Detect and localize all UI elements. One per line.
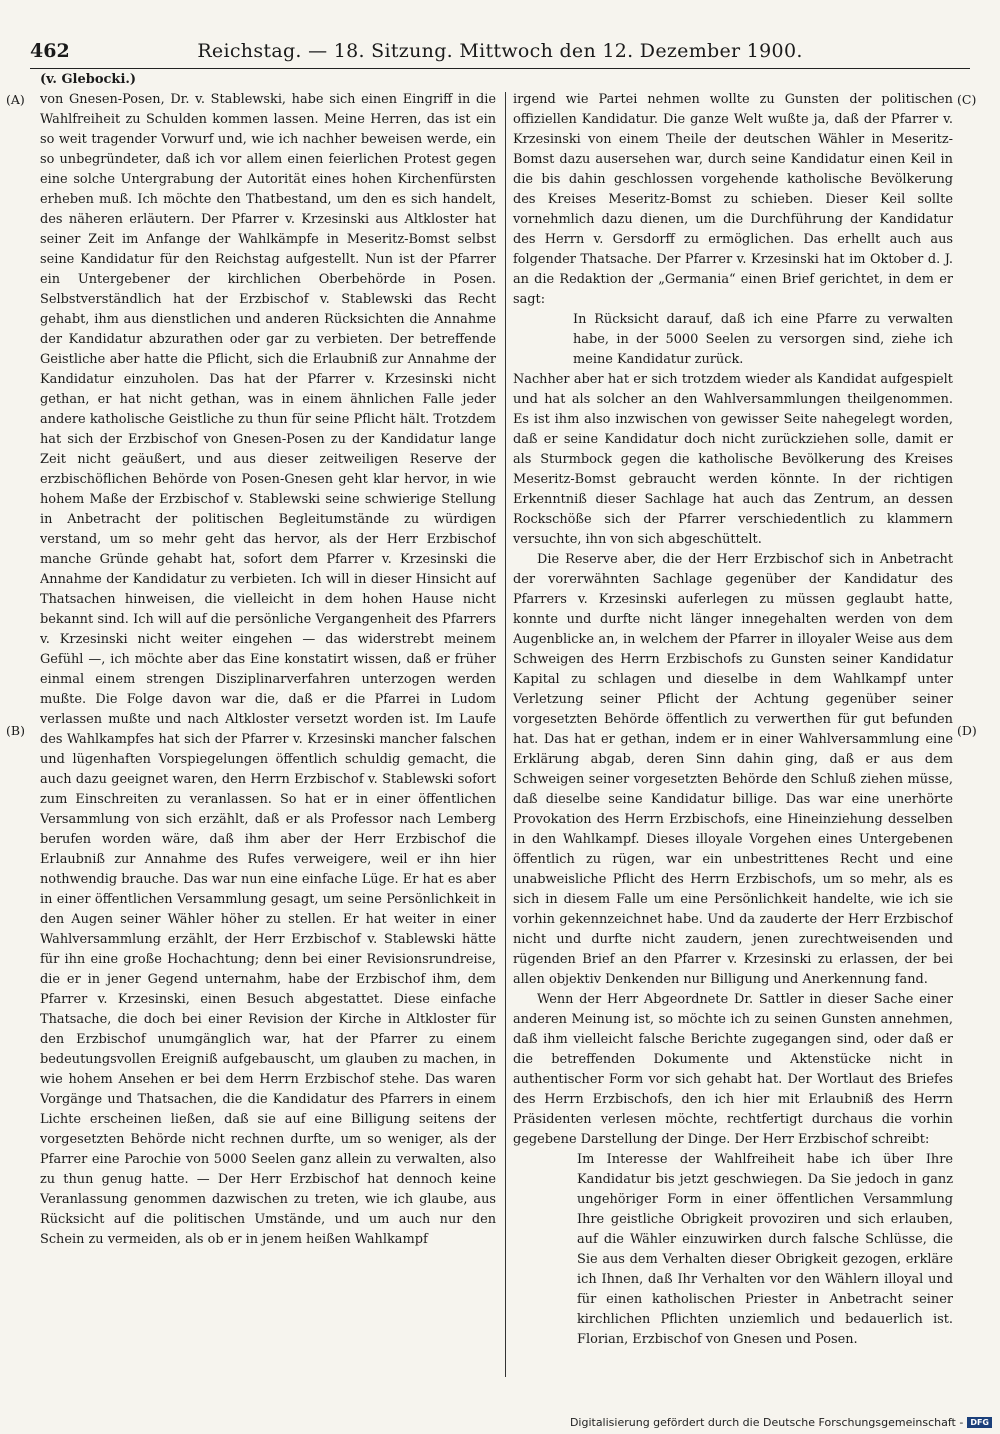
paragraph: Nachher aber hat er sich trotzdem wieder als Kandidat aufgespielt und hat als solcher an den Wahlversammlungen theilgenommen. Es ist ihm also inzwischen von gewisser Seite nahegelegt worden, daß er seine Kandidatur doch nicht zurückziehen solle, damit er als Sturmbock gegen die katholische Bevölkerung des Kreises Meseritz-Bomst gebraucht werden könnte. In der richtigen Erkenntniß dieser Sachlage hat auch das Zentrum, an dessen Rockschöße sich der Pfarrer verschiedentlich zu klammern versuchte, ihn von sich abgeschüttelt. bbox=[513, 372, 953, 547]
margin-marker-d: (D) bbox=[957, 723, 977, 738]
dfg-logo: DFG bbox=[967, 1417, 992, 1428]
paragraph: Wenn der Herr Abgeordnete Dr. Sattler in dieser Sache einer anderen Meinung ist, so möchte ich zu seinen Gunsten annehmen, daß ihm vielleicht falsche Berichte zugegangen sind, oder daß er die betreffenden Dokumente und Aktenstücke nicht in authentischer Form vor sich gehabt hat. Der Wortlaut des Briefes des Herrn Erzbischofs, den ich hier mit Erlaubniß des Herrn Präsidenten verlesen möchte, rechtfertigt durchaus die vorhin gegebene Darstellung der Dinge. Der Herr Erzbischof schreibt: bbox=[513, 992, 953, 1147]
page-header bbox=[30, 40, 970, 69]
page-number: 462 bbox=[30, 40, 70, 62]
margin-marker-c: (C) bbox=[957, 92, 977, 107]
left-column bbox=[40, 90, 496, 1380]
footer-credit bbox=[570, 1416, 992, 1429]
letter-quote: Im Interesse der Wahlfreiheit habe ich über Ihre Kandidatur bis jetzt geschwiegen. Da Sie jedoch in ganz ungehöriger Form in einer öffentlichen Versammlung Ihre geistliche Obrigkeit provoziren und sich erlauben, auf die Wähler einzuwirken durch falsche Schlüsse, die Sie aus dem Verhalten dieser Obrigkeit gezogen, erkläre ich Ihnen, daß Ihr Verhalten vor den Wählern illoyal und für einen katholischen Priester in Anbetracht seiner kirchlichen Pflichten unziemlich und bedauerlich ist. Florian, Erzbischof von Gnesen und Posen. bbox=[577, 1152, 953, 1347]
right-column bbox=[513, 90, 953, 1380]
paragraph: von Gnesen-Posen, Dr. v. Stablewski, habe sich einen Eingriff in die Wahlfreiheit zu Schulden kommen lassen. Meine Herren, das ist ein so weit tragender Vorwurf und, wie ich nachher beweisen werde, ein so unbegründeter, daß ich vor allem einen feierlichen Protest gegen eine solche Untergrabung der Autorität eines hohen Kirchenfürsten erheben muß. Ich möchte den Thatbestand, um den es sich handelt, des näheren erläutern. Der Pfarrer v. Krzesinski aus Altkloster hat seiner Zeit im Anfange der Wahlkämpfe in Meseritz-Bomst selbst seine Kandidatur für den Reichstag aufgestellt. Nun ist der Pfarrer ein Untergebener der kirchlichen Oberbehörde in Posen. Selbstverständlich hat der Erzbischof v. Stablewski das Recht gehabt, ihm aus dienstlichen und anderen Rücksichten die Annahme der Kandidatur abzurathen oder gar zu verbieten. Der betreffende Geistliche aber hatte die Pflicht, sich die Erlaubniß zur Annahme der Kandidatur einzuholen. Das hat der Pfarrer v. Krzesinski nicht gethan, er hat nicht gethan, was in einem ähnlichen Falle jeder andere katholische Geistliche zu thun für seine Pflicht hält. Trotzdem hat sich der Erzbischof von Gnesen-Posen zu der Kandidatur lange Zeit nicht geäußert, und aus dieser zeitweiligen Reserve der erzbischöflichen Behörde von Posen-Gnesen geht klar hervor, in wie hohem Maße der Erzbischof v. Stablewski seine schwierige Stellung in Anbetracht der politischen Begleitumstände zu würdigen verstand, um so mehr geht das hervor, als der Herr Erzbischof manche Gründe gehabt hat, sofort dem Pfarrer v. Krzesinski die Annahme der Kandidatur zu verbieten. Ich will in dieser Hinsicht auf Thatsachen hinweisen, die vielleicht in dem hohen Hause nicht bekannt sind. Ich will auf die persönliche Vergangenheit des Pfarrers v. Krzesinski nicht weiter eingehen — das widerstrebt meinem Gefühl —, ich möchte aber das Eine konstatirt wissen, daß er früher einmal einem strengen Disziplinarverfahren unterzogen werden mußte. Die Folge davon war die, daß er die Pfarrei in Ludom verlassen mußte und nach Altkloster versetzt worden ist. Im Laufe des Wahlkampfes hat sich der Pfarrer v. Krzesinski mancher falschen und lügenhaften Vorspiegelungen öffentlich schuldig gemacht, die auch dazu geeignet waren, den Herrn Erzbischof v. Stablewski sofort zum Einschreiten zu veranlassen. So hat er in einer öffentlichen Versammlung von sich erzählt, daß er als Professor nach Lemberg berufen worden wäre, daß ihm aber der Herr Erzbischof die Erlaubniß zur Annahme des Rufes verweigere, weil er ihn hier nothwendig brauche. Das war nun eine einfache Lüge. Er hat es aber in einer öffentlichen Versammlung gesagt, um seine Persönlichkeit in den Augen seiner Wähler höher zu stellen. Er hat weiter in einer Wahlversammlung erzählt, der Herr Erzbischof v. Stablewski hätte für ihn eine große Hochachtung; denn bei einer Revisionsrundreise, die er in jener Gegend unternahm, habe der Erzbischof ihm, dem Pfarrer v. Krzesinski, einen Besuch abgestattet. Diese einfache Thatsache, die doch bei einer Revision der Kirche in Altkloster für den Erzbischof unumgänglich war, hat der Pfarrer zu einem bedeutungsvollen Ereigniß aufgebauscht, um glauben zu machen, in wie hohem Ansehen er bei dem Herrn Erzbischof stehe. Das waren Vorgänge und Thatsachen, die die Kandidatur des Pfarrers in einem Lichte erscheinen ließen, daß sie auf eine Billigung seitens der vorgesetzten Behörde nicht rechnen durfte, um so weniger, als der Pfarrer eine Parochie von 5000 Seelen ganz allein zu verwalten, also zu thun genug hatte. — Der Herr Erzbischof hat dennoch keine Veranlassung genommen dazwischen zu treten, wie ich glaube, aus Rücksicht auf die politischen Umstände, und um auch nur den Schein zu vermeiden, als ob er in jenem heißen Wahlkampf bbox=[40, 92, 496, 1247]
quote-paragraph: In Rücksicht darauf, daß ich eine Pfarre zu verwalten habe, in der 5000 Seelen zu versorgen sind, ziehe ich meine Kandidatur zurück. bbox=[573, 312, 953, 367]
column-divider bbox=[505, 92, 506, 1377]
footer-text: Digitalisierung gefördert durch die Deutsche Forschungsgemeinschaft - bbox=[569, 1416, 964, 1429]
margin-marker-b: (B) bbox=[6, 723, 25, 738]
running-head: Reichstag. — 18. Sitzung. Mittwoch den 12. Dezember 1900. bbox=[197, 40, 803, 62]
margin-marker-a: (A) bbox=[6, 92, 25, 107]
paragraph: irgend wie Partei nehmen wollte zu Gunsten der politischen offiziellen Kandidatur. Die ganze Welt wußte ja, daß der Pfarrer v. Krzesinski von einem Theile der deutschen Wähler in Meseritz-Bomst dazu ausersehen war, durch seine Kandidatur einen Keil in die bis dahin geschlossen vorgehende katholische Bevölkerung des Kreises Meseritz-Bomst zu schieben. Dieser Keil sollte vornehmlich dazu dienen, um die Durchführung der Kandidatur des Herrn v. Gersdorff zu ermöglichen. Das erhellt auch aus folgender Thatsache. Der Pfarrer v. Krzesinski hat im Oktober d. J. an die Redaktion der „Germania“ einen Brief gerichtet, in dem er sagt: bbox=[513, 92, 953, 307]
speaker-name: (v. Glebocki.) bbox=[40, 72, 137, 87]
paragraph: Die Reserve aber, die der Herr Erzbischof sich in Anbetracht der vorerwähnten Sachlage gegenüber der Kandidatur des Pfarrers v. Krzesinski auferlegen zu müssen geglaubt hatte, konnte und durfte nicht länger innegehalten werden von dem Augenblicke an, in welchem der Pfarrer in illoyaler Weise aus dem Schweigen des Herrn Erzbischofs zu Gunsten seiner Kandidatur Kapital zu schlagen und dieselbe in dem Wahlkampf unter Verletzung seiner Pflicht der Achtung gegenüber seiner vorgesetzten Behörde öffentlich zu verwerthen für gut befunden hat. Das hat er gethan, indem er in einer Wahlversammlung eine Erklärung abgab, deren Sinn dahin ging, daß er aus dem Schweigen seiner vorgesetzten Behörde den Schluß ziehen müsse, daß dieselbe seine Kandidatur billige. Das war eine unerhörte Provokation des Herrn Erzbischofs, eine Hineinziehung desselben in den Wahlkampf. Dieses illoyale Vorgehen eines Untergebenen öffentlich zu rügen, war ein unbestrittenes Recht und eine unabweisliche Pflicht des Herrn Erzbischofs, um so mehr, als es sich in diesem Falle um eine Persönlichkeit handelte, wie ich sie vorhin gekennzeichnet habe. Und da zauderte der Herr Erzbischof nicht und durfte nicht zaudern, jenen zurechtweisenden und rügenden Brief an den Pfarrer v. Krzesinski zu erlassen, der bei allen objektiv Denkenden nur Billigung und Anerkennung fand. bbox=[513, 552, 953, 987]
